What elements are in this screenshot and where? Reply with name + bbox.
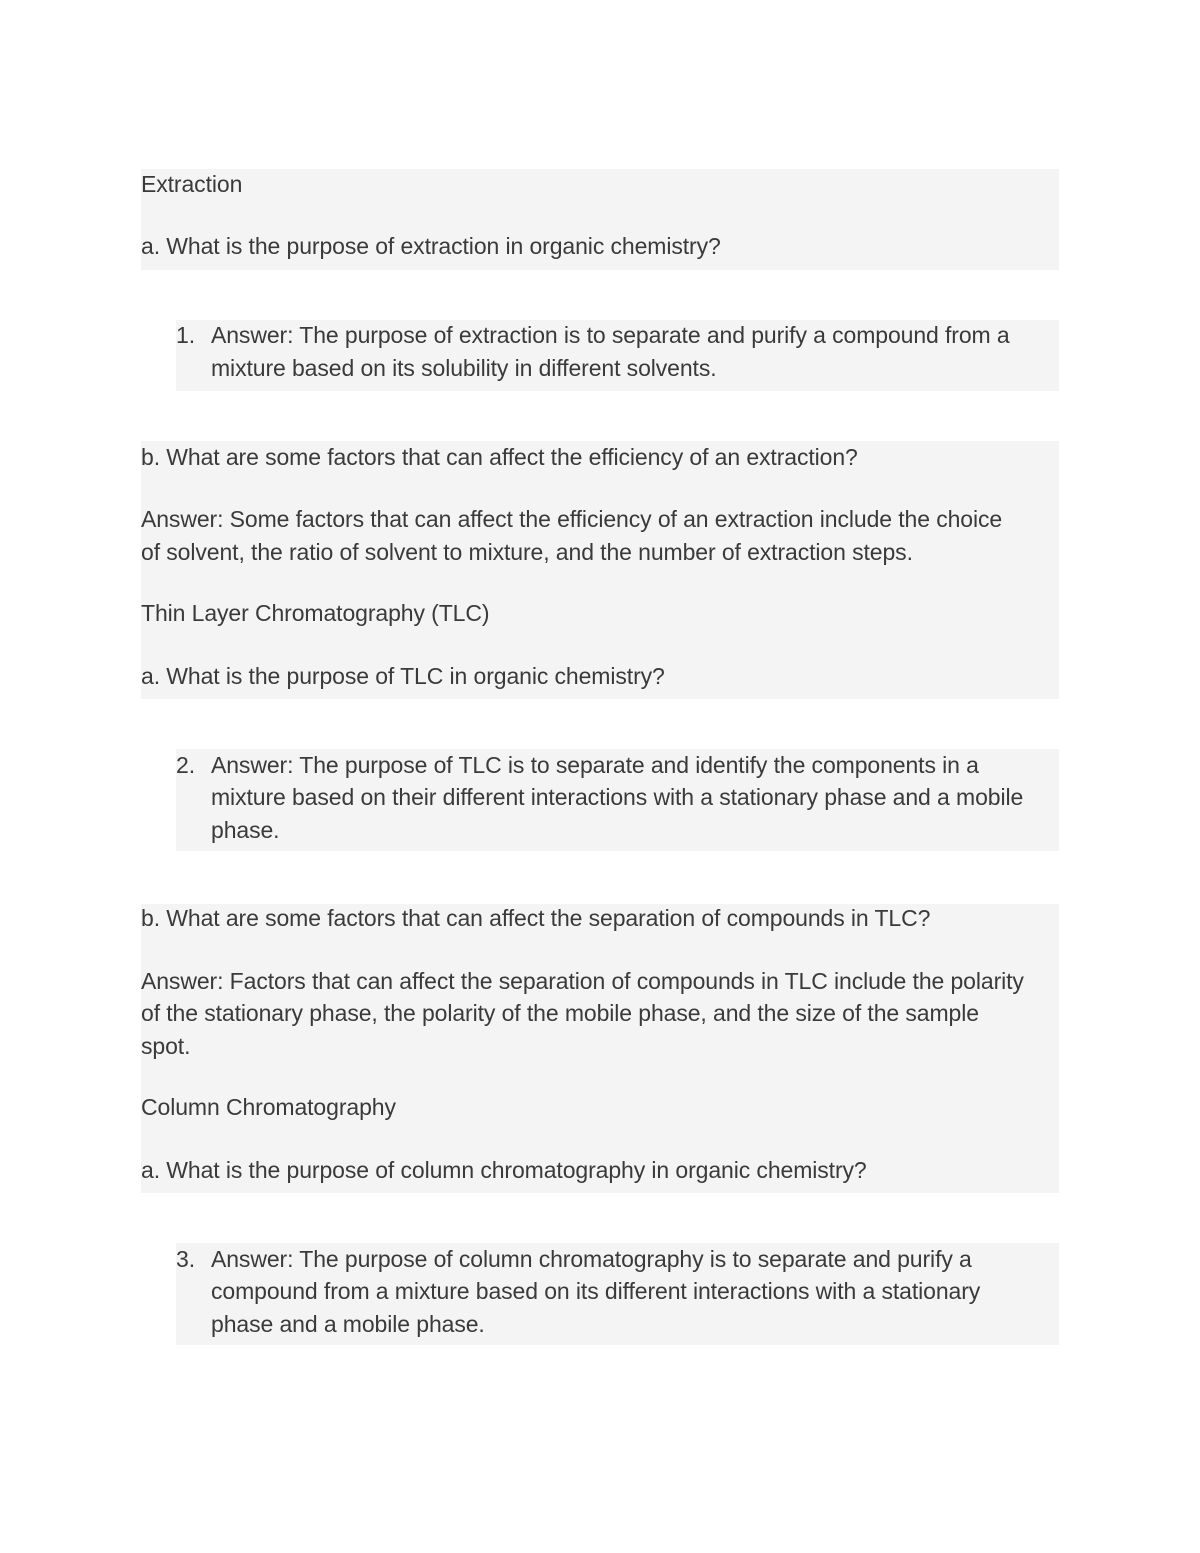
question-extraction-b: b. What are some factors that can affect the efficiency of an extraction? <box>141 444 858 470</box>
answer-1-line-2: mixture based on its solubility in different solvents. <box>211 355 717 381</box>
tlc-b-column-block <box>141 904 1059 1193</box>
answer-extraction-b-line-1: Answer: Some factors that can affect the efficiency of an extraction include the choice <box>141 506 1003 532</box>
answer-tlc-b-line-2: of the stationary phase, the polarity of the mobile phase, and the size of the sample <box>141 1000 979 1026</box>
answer-2-line-1: Answer: The purpose of TLC is to separate and identify the components in a <box>211 752 979 778</box>
section-heading-column: Column Chromatography <box>141 1094 396 1120</box>
question-tlc-b: b. What are some factors that can affect the separation of compounds in TLC? <box>141 905 931 931</box>
question-column-a: a. What is the purpose of column chromatography in organic chemistry? <box>141 1157 867 1183</box>
section-heading-extraction: Extraction <box>141 171 243 197</box>
list-number-3: 3. <box>176 1246 196 1272</box>
list-number-2: 2. <box>176 752 196 778</box>
answer-3-line-2: compound from a mixture based on its different interactions with a stationary <box>211 1278 981 1304</box>
answer-extraction-b-line-2: of solvent, the ratio of solvent to mixture, and the number of extraction steps. <box>141 539 913 565</box>
question-extraction-a: a. What is the purpose of extraction in organic chemistry? <box>141 233 721 259</box>
answer-2-line-2: mixture based on their different interactions with a stationary phase and a mobile <box>211 784 1024 810</box>
list-number-1: 1. <box>176 322 196 348</box>
answer-3-line-1: Answer: The purpose of column chromatography is to separate and purify a <box>211 1246 972 1272</box>
answer-tlc-b-line-3: spot. <box>141 1033 191 1059</box>
answer-3-line-3: phase and a mobile phase. <box>211 1311 485 1337</box>
answer-tlc-b-line-1: Answer: Factors that can affect the separation of compounds in TLC include the polarity <box>141 968 1024 994</box>
answer-2-line-3: phase. <box>211 817 280 843</box>
section-heading-tlc: Thin Layer Chromatography (TLC) <box>141 600 490 626</box>
answer-1-line-1: Answer: The purpose of extraction is to separate and purify a compound from a <box>211 322 1010 348</box>
question-tlc-a: a. What is the purpose of TLC in organic chemistry? <box>141 663 665 689</box>
